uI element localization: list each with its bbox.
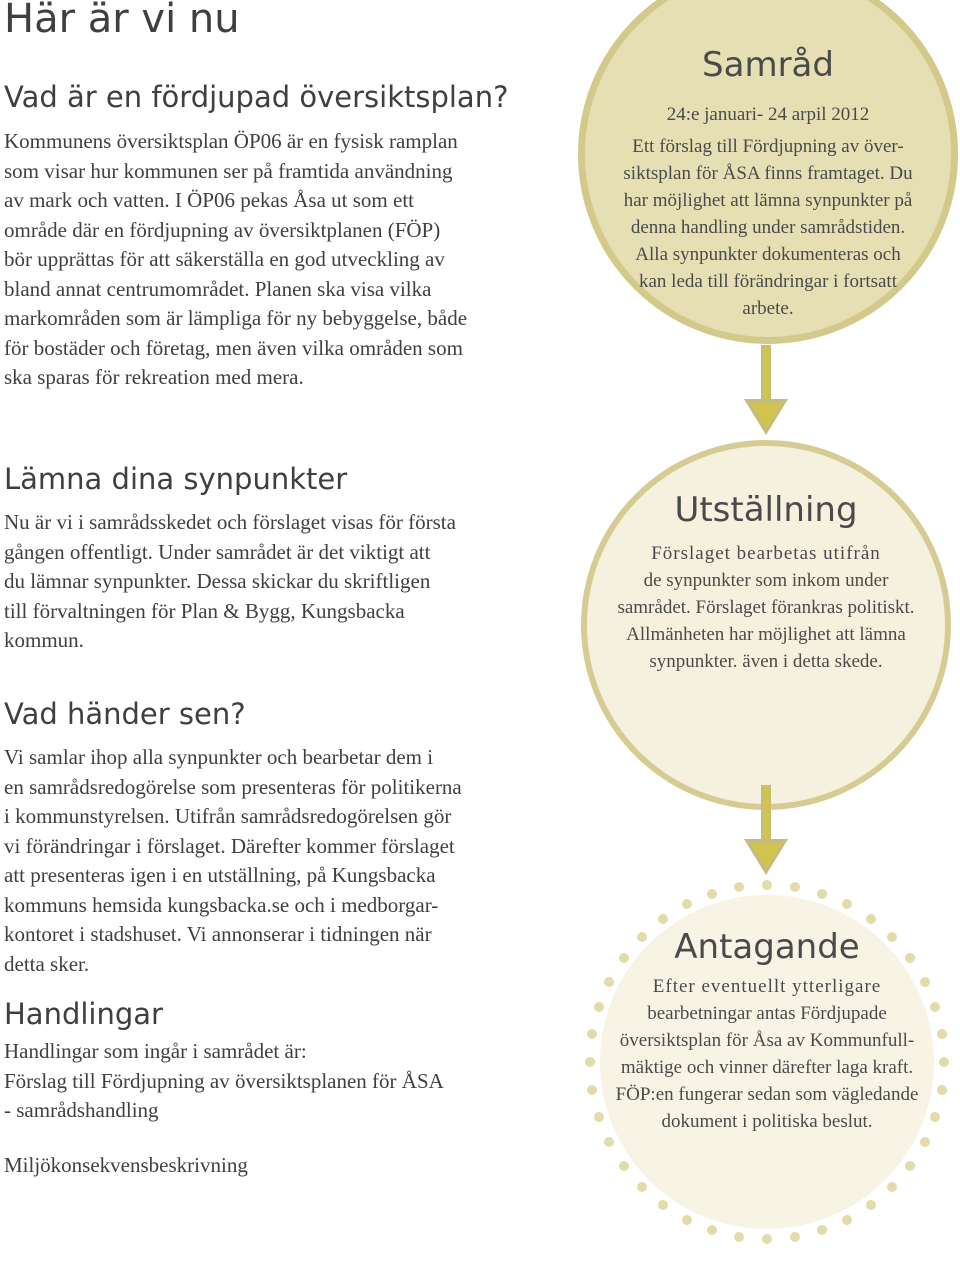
ring-dot bbox=[734, 882, 744, 892]
paragraph-line: detta sker. bbox=[4, 951, 90, 976]
ring-dot bbox=[734, 1232, 744, 1242]
paragraph-line: bland annat centrumområdet. Planen ska visa vilka bbox=[4, 276, 432, 301]
documents-heading: Handlingar bbox=[4, 997, 163, 1031]
ring-dot bbox=[887, 1182, 897, 1192]
paragraph-line: kontoret i stadshuset. Vi annonserar i tidningen när bbox=[4, 922, 432, 946]
ring-dot bbox=[937, 1085, 947, 1095]
samrad-circle bbox=[578, 0, 958, 344]
antagande-text bbox=[600, 973, 934, 1135]
ring-dot bbox=[790, 882, 800, 892]
circle-line: bearbetningar antas Fördjupade bbox=[647, 1003, 887, 1024]
ring-dot bbox=[619, 953, 629, 963]
next-paragraph bbox=[4, 743, 462, 979]
ring-dot bbox=[817, 889, 827, 899]
circle-line: kan leda till förändringar i fortsatt bbox=[639, 271, 897, 292]
ring-dot bbox=[637, 932, 647, 942]
paragraph-line: kommun. bbox=[4, 628, 84, 652]
circle-line: Förslaget bearbetas utifrån bbox=[651, 543, 881, 564]
ring-dot bbox=[619, 1161, 629, 1171]
ring-dot bbox=[604, 977, 614, 987]
ring-dot bbox=[587, 1029, 597, 1039]
circle-line: Alla synpunkter dokumenteras och bbox=[635, 244, 901, 265]
ring-dot bbox=[866, 1200, 876, 1210]
paragraph-line: Förslag till Fördjupning av översiktsplanen för ÅSA bbox=[4, 1068, 444, 1093]
paragraph-line: i kommunstyrelsen. Utifrån samrådsredogörelsen gör bbox=[4, 804, 452, 828]
ring-dot bbox=[637, 1182, 647, 1192]
documents-paragraph bbox=[4, 1037, 444, 1126]
ring-dot bbox=[920, 1137, 930, 1147]
paragraph-line: - samrådshandling bbox=[4, 1098, 159, 1122]
ring-dot bbox=[658, 914, 668, 924]
ring-dot bbox=[937, 1029, 947, 1039]
ring-dot bbox=[939, 1057, 949, 1067]
paragraph-line: markområden som är lämpliga för ny bebyggelse, både bbox=[4, 306, 468, 330]
ring-dot bbox=[707, 1225, 717, 1235]
utstallning-title: Utställning bbox=[674, 490, 858, 530]
what-is-paragraph bbox=[4, 127, 467, 393]
next-heading: Vad händer sen? bbox=[4, 697, 246, 731]
paragraph-line: som visar hur kommunen ser på framtida användning bbox=[4, 158, 453, 183]
samrad-title: Samråd bbox=[702, 45, 834, 85]
ring-dot bbox=[920, 977, 930, 987]
ring-dot bbox=[682, 899, 692, 909]
ring-dot bbox=[658, 1200, 668, 1210]
paragraph-line: Vi samlar ihop alla synpunkter och bearbetar dem i bbox=[4, 745, 434, 769]
document-item-mkb: Miljökonsekvensbeskrivning bbox=[4, 1153, 248, 1177]
ring-dot bbox=[587, 1085, 597, 1095]
paragraph-line: Kommunens översiktsplan ÖP06 är en fysisk ramplan bbox=[4, 129, 458, 153]
circle-line: arbete. bbox=[742, 298, 794, 319]
paragraph-line: att presenteras igen i en utställning, på Kungsbacka bbox=[4, 863, 436, 887]
ring-dot bbox=[762, 1234, 772, 1244]
ring-dot bbox=[604, 1137, 614, 1147]
page-title: Här är vi nu bbox=[4, 0, 240, 42]
paragraph-line: en samrådsredogörelse som presenteras för politikerna bbox=[4, 774, 462, 799]
samrad-text bbox=[585, 133, 951, 322]
paragraph-line: ska sparas för rekreation med mera. bbox=[4, 365, 304, 389]
arrow-down-icon bbox=[742, 785, 790, 877]
ring-dot bbox=[887, 932, 897, 942]
ring-dot bbox=[790, 1232, 800, 1242]
ring-dot bbox=[866, 914, 876, 924]
paragraph-line: vi förändringar i förslaget. Därefter kommer förslaget bbox=[4, 833, 455, 858]
samrad-date: 24:e januari- 24 arpil 2012 bbox=[666, 104, 870, 125]
ring-dot bbox=[930, 1002, 940, 1012]
antagande-title: Antagande bbox=[674, 927, 860, 967]
paragraph-line: område där en fördjupning av översiktplanen (FÖP) bbox=[4, 217, 441, 242]
circle-line: de synpunkter som inkom under bbox=[643, 570, 889, 591]
arrow-down-icon bbox=[742, 345, 790, 437]
circle-line: samrådet. Förslaget förankras politiskt. bbox=[617, 597, 915, 618]
paragraph-line: för bostäder och företag, men även vilka områden som bbox=[4, 335, 463, 360]
circle-line: FÖP:en fungerar sedan som vägledande bbox=[615, 1084, 919, 1105]
paragraph-line: Nu är vi i samrådsskedet och förslaget visas för första bbox=[4, 510, 456, 534]
paragraph-line: gången offentligt. Under samrådet är det viktigt att bbox=[4, 539, 431, 564]
submit-heading: Lämna dina synpunkter bbox=[4, 462, 348, 496]
circle-line: siktsplan för ÅSA finns framtaget. Du bbox=[623, 163, 913, 184]
ring-dot bbox=[905, 1161, 915, 1171]
ring-dot bbox=[842, 899, 852, 909]
circle-line: synpunkter. även i detta skede. bbox=[649, 651, 883, 672]
ring-dot bbox=[762, 880, 772, 890]
ring-dot bbox=[817, 1225, 827, 1235]
ring-dot bbox=[594, 1112, 604, 1122]
utstallning-text bbox=[587, 540, 945, 675]
submit-paragraph bbox=[4, 508, 456, 656]
utstallning-circle bbox=[581, 440, 951, 810]
circle-line: Allmänheten har möjlighet att lämna bbox=[626, 624, 906, 645]
ring-dot bbox=[585, 1057, 595, 1067]
circle-line: mäktige och vinner därefter laga kraft. bbox=[620, 1057, 914, 1078]
circle-line: har möjlighet att lämna synpunkter på bbox=[623, 190, 913, 211]
antagande-circle bbox=[600, 895, 934, 1229]
paragraph-line: du lämnar synpunkter. Dessa skickar du skriftligen bbox=[4, 569, 431, 593]
ring-dot bbox=[682, 1215, 692, 1225]
circle-line: Efter eventuellt ytterligare bbox=[652, 976, 882, 997]
paragraph-line: kommuns hemsida kungsbacka.se och i medborgar- bbox=[4, 892, 439, 917]
circle-line: dokument i politiska beslut. bbox=[661, 1111, 873, 1132]
paragraph-line: till förvaltningen för Plan & Bygg, Kungsbacka bbox=[4, 598, 405, 623]
ring-dot bbox=[842, 1215, 852, 1225]
circle-line: denna handling under samrådstiden. bbox=[630, 217, 906, 238]
ring-dot bbox=[594, 1002, 604, 1012]
circle-line: översiktsplan för Åsa av Kommunfull- bbox=[619, 1030, 915, 1051]
paragraph-line: av mark och vatten. I ÖP06 pekas Åsa ut som ett bbox=[4, 188, 414, 212]
paragraph-line: Handlingar som ingår i samrådet är: bbox=[4, 1039, 307, 1063]
circle-line: Ett förslag till Fördjupning av över- bbox=[632, 136, 904, 157]
paragraph-line: bör upprättas för att säkerställa en god utveckling av bbox=[4, 247, 445, 271]
ring-dot bbox=[707, 889, 717, 899]
ring-dot bbox=[930, 1112, 940, 1122]
what-is-heading: Vad är en fördjupad översiktsplan? bbox=[4, 80, 509, 114]
